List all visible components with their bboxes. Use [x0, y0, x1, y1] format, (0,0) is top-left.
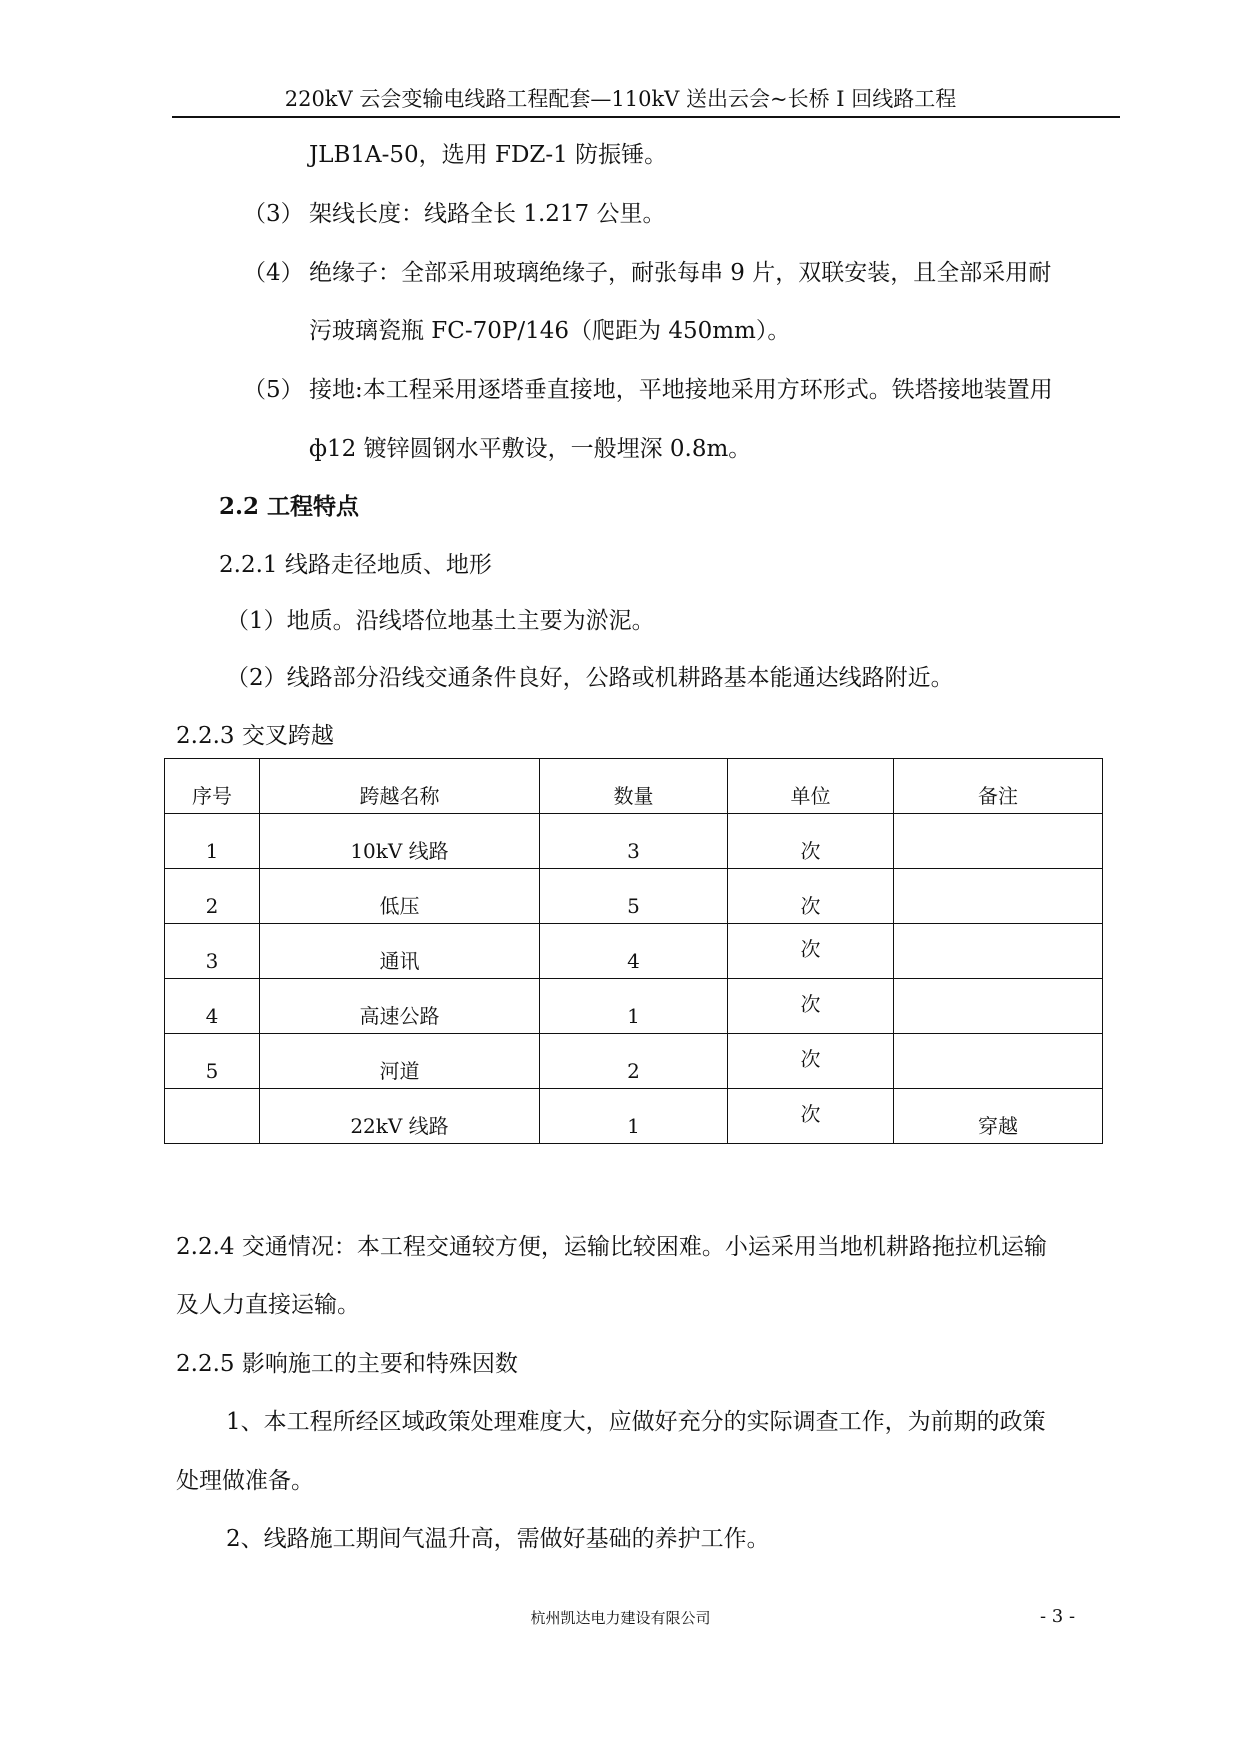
factor-1-line2: 处理做准备。 — [176, 1468, 314, 1494]
table-cell: 高速公路 — [260, 979, 540, 1034]
table-cell: 1 — [540, 979, 728, 1034]
section-2-2-1-heading: 2.2.1 线路走径地质、地形 — [219, 552, 492, 578]
table-header-cell: 数量 — [540, 759, 728, 814]
table-row — [165, 814, 1103, 869]
table-cell: 通讯 — [260, 924, 540, 979]
table-cell: 次 — [728, 814, 894, 869]
table-row — [165, 924, 1103, 979]
table-row — [165, 1034, 1103, 1089]
header-divider — [172, 116, 1120, 118]
footer-company-name: 杭州凯达电力建设有限公司 — [530, 1609, 711, 1627]
item-4-text-line2: 污玻璃瓷瓶 FC-70P/146（爬距为 450mm）。 — [309, 318, 791, 344]
item-4-text-line1: 绝缘子：全部采用玻璃绝缘子，耐张每串 9 片，双联安装，且全部采用耐 — [309, 260, 1052, 286]
geology-paragraph-2: （2）线路部分沿线交通条件良好，公路或机耕路基本能通达线路附近。 — [226, 665, 954, 691]
table-cell: 1 — [540, 1089, 728, 1144]
table-cell — [894, 1034, 1103, 1089]
item-3-text: 架线长度：线路全长 1.217 公里。 — [309, 201, 666, 227]
table-cell: 低压 — [260, 869, 540, 924]
section-2-2-5-heading: 2.2.5 影响施工的主要和特殊因数 — [176, 1351, 518, 1377]
factor-2-text: 2、线路施工期间气温升高，需做好基础的养护工作。 — [226, 1526, 770, 1552]
item-5-number: （5） — [243, 377, 304, 403]
table-row — [165, 1089, 1103, 1144]
table-header-cell: 单位 — [728, 759, 894, 814]
table-cell: 4 — [540, 924, 728, 979]
table-row — [165, 979, 1103, 1034]
table-row — [165, 869, 1103, 924]
table-cell: 河道 — [260, 1034, 540, 1089]
table-cell: 次 — [728, 979, 894, 1034]
table-cell: 10kV 线路 — [260, 814, 540, 869]
continued-line: JLB1A-50，选用 FDZ-1 防振锤。 — [309, 142, 668, 168]
table-header-cell: 序号 — [165, 759, 260, 814]
table-cell: 22kV 线路 — [260, 1089, 540, 1144]
traffic-paragraph-line1: 2.2.4 交通情况：本工程交通较方便，运输比较困难。小运采用当地机耕路拖拉机运输 — [176, 1234, 1047, 1260]
table-cell: 次 — [728, 1034, 894, 1089]
table-cell: 5 — [165, 1034, 260, 1089]
table-cell: 次 — [728, 924, 894, 979]
table-cell — [894, 979, 1103, 1034]
footer-page-number: - 3 - — [1040, 1606, 1076, 1627]
table-header-row — [165, 759, 1103, 814]
table-cell: 2 — [165, 869, 260, 924]
table-cell: 3 — [540, 814, 728, 869]
table-cell: 次 — [728, 869, 894, 924]
table-cell: 次 — [728, 1089, 894, 1144]
table-cell: 1 — [165, 814, 260, 869]
traffic-paragraph-line2: 及人力直接运输。 — [176, 1292, 360, 1318]
table-header-cell: 跨越名称 — [260, 759, 540, 814]
item-4-number: （4） — [243, 260, 304, 286]
item-5-text-line2: ф12 镀锌圆钢水平敷设，一般埋深 0.8m。 — [309, 436, 752, 462]
section-2-2-3-heading: 2.2.3 交叉跨越 — [176, 723, 334, 749]
table-cell — [165, 1089, 260, 1144]
table-cell: 穿越 — [894, 1089, 1103, 1144]
table-cell: 3 — [165, 924, 260, 979]
item-3-number: （3） — [243, 201, 304, 227]
geology-paragraph-1: （1）地质。沿线塔位地基土主要为淤泥。 — [226, 608, 655, 634]
table-cell — [894, 924, 1103, 979]
table-cell: 5 — [540, 869, 728, 924]
table-cell — [894, 869, 1103, 924]
page-header-title: 220kV 云会变输电线路工程配套—110kV 送出云会~长桥 I 回线路工程 — [284, 87, 957, 111]
factor-1-line1: 1、本工程所经区域政策处理难度大，应做好充分的实际调查工作，为前期的政策 — [226, 1409, 1046, 1435]
crossing-table — [164, 758, 1103, 1144]
table-cell — [894, 814, 1103, 869]
table-header-cell: 备注 — [894, 759, 1103, 814]
section-2-2-heading: 2.2 工程特点 — [219, 493, 360, 520]
table-cell: 4 — [165, 979, 260, 1034]
item-5-text-line1: 接地:本工程采用逐塔垂直接地，平地接地采用方环形式。铁塔接地装置用 — [309, 377, 1053, 403]
table-cell: 2 — [540, 1034, 728, 1089]
